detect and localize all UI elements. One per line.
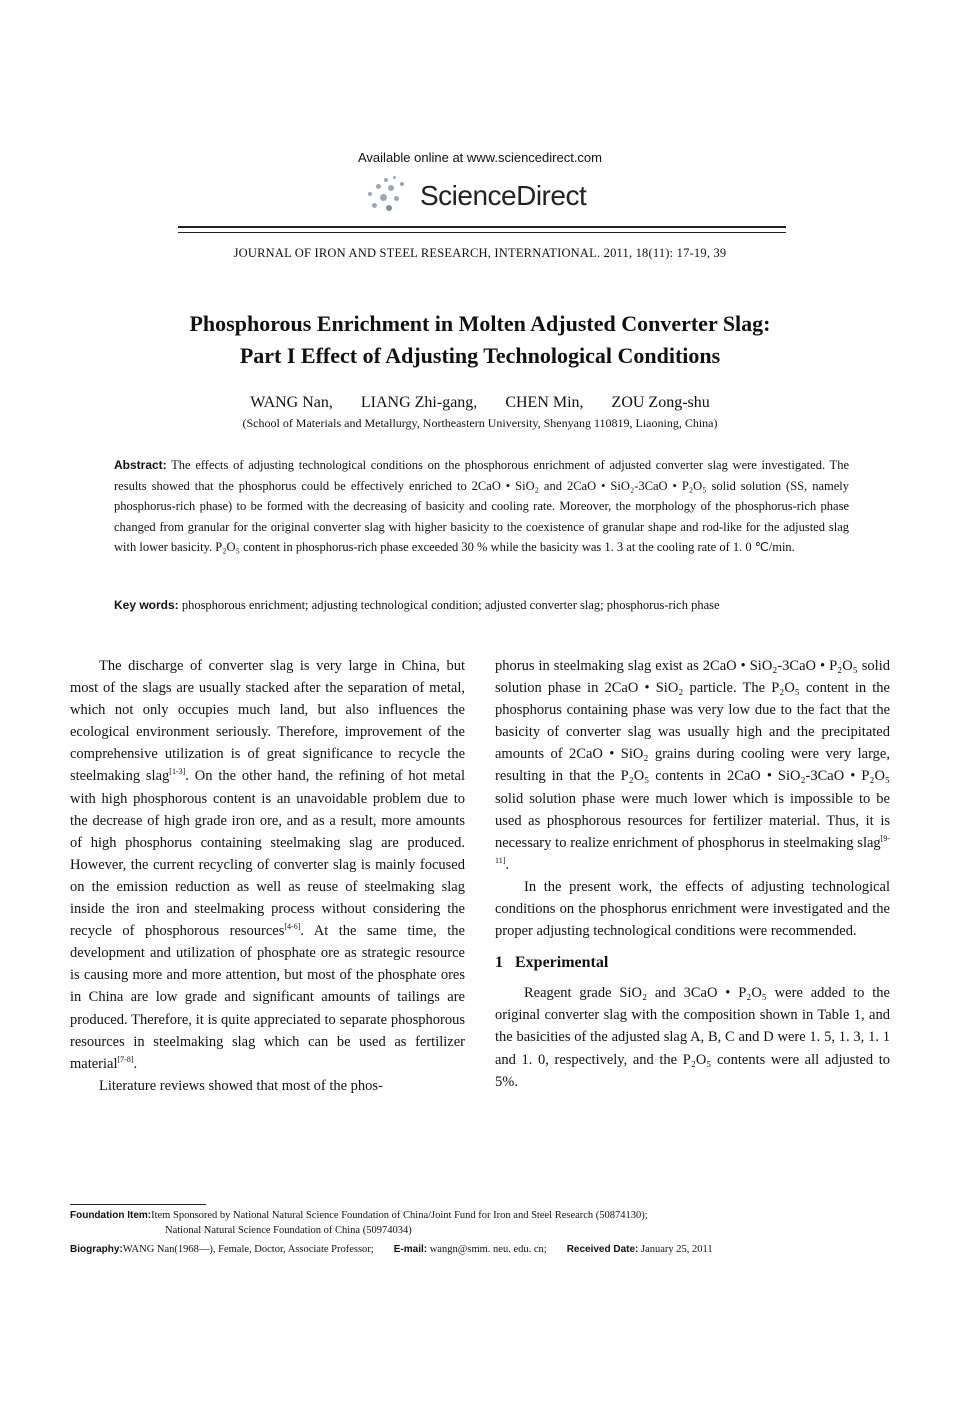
sciencedirect-dots-icon: [360, 176, 414, 216]
citation-ref: [7-8]: [117, 1054, 134, 1064]
body-column-left: [70, 655, 465, 1097]
paragraph-text: .: [133, 1055, 138, 1072]
received-text: January 25, 2011: [641, 1244, 713, 1255]
foundation-footnote: [70, 1209, 900, 1223]
paragraph-text: The discharge of converter slag is very large in China, but most of the slags are usually stacked after the separation of metal, which not only occupies much land, but also influences the ecological environment seriously. Therefore, improvement of the comprehensive utilization is of great significance to recycle the steelmaking slag: [70, 658, 465, 785]
author: WANG Nan,: [250, 394, 333, 411]
paragraph: Literature reviews showed that most of the phos-: [99, 1077, 383, 1094]
foundation-footnote-cont: National Natural Science Foundation of China (50974034): [165, 1225, 412, 1236]
sciencedirect-logo: [360, 174, 660, 218]
keywords: [114, 595, 849, 615]
section-heading: [495, 952, 890, 974]
biography-label: Biography:: [70, 1244, 123, 1255]
affiliation: (School of Materials and Metallurgy, Northeastern University, Shenyang 110819, Liaoning, China): [242, 416, 718, 430]
citation-ref: [1-3]: [169, 767, 186, 777]
email-label: E-mail:: [393, 1244, 428, 1255]
sciencedirect-brand: ScienceDirect: [420, 180, 587, 211]
author-list: [0, 394, 960, 412]
paper-title: [60, 308, 900, 372]
abstract-label: Abstract:: [114, 458, 167, 472]
paragraph-text: . On the other hand, the refining of hot metal with high phosphorous content is an unavoidable problem due to the decrease of high grade iron ore, and as a result, more amounts of high phosphorus containing steelmaking slag are produced. However, the current recycling of converter slag is mainly focused on the emission reduction as well as reuse of steelmaking slag inside the iron and steelmaking process without considering the recycle of phosphorous resources: [70, 768, 466, 940]
paragraph-text: .: [505, 856, 509, 873]
paragraph: In the present work, the effects of adjusting technological conditions on the phosphorus enrichment were investigated and the proper adjusting technological conditions were recommended.: [495, 878, 890, 940]
email-text: wangn@smm. neu. edu. cn;: [429, 1244, 547, 1255]
paragraph-text: . At the same time, the development and utilization of phosphate ore as strategic resource is causing more and more attention, but most of the phosphate ores in China are low grade and significant amounts of tailings are produced. Therefore, it is quite appreciated to separate phosphorous resources in steelmaking slag which can be used as fertilizer material: [70, 923, 465, 1072]
biography-text: WANG Nan(1968—), Female, Doctor, Associate Professor;: [122, 1244, 374, 1255]
available-online-text: Available online at www.sciencedirect.com: [358, 150, 602, 165]
journal-rule: [178, 226, 786, 233]
biography-footnote: [70, 1243, 900, 1257]
abstract-text: The effects of adjusting technological conditions on the phosphorous enrichment of adjusted converter slag were investigated. The results showed that the phosphorus could be effectively enriched to 2CaO • SiO₂ and 2CaO • SiO₂-3CaO • P₂O₅ solid solution (SS, namely phosphorus-rich phase) to be formed with the decreasing of basicity and cooling rate. Moreover, the morphology of the phosphorus-rich phase changed from granular for the original converter slag with higher basicity to the coexistence of granular shape and rod-like for the adjusted slag with lower basicity. P₂O₅ content in phosphorus-rich phase exceeded 30 % while the basicity was 1. 3 at the cooling rate of 1. 0 ℃/min.: [114, 458, 849, 554]
citation-ref: [4-6]: [284, 922, 301, 932]
author: CHEN Min,: [505, 394, 584, 411]
body-column-right: [495, 655, 890, 1093]
title-line-2: Part I Effect of Adjusting Technological Conditions: [239, 343, 721, 368]
paragraph-text: phorus in steelmaking slag exist as 2CaO • SiO₂-3CaO • P₂O₅ solid solution phase in 2CaO • SiO₂ particle. The P₂O₅ content in the phosphorus containing phase was very low due to the fact that the basicity of converter slag was usually high and the precipitated amounts of 2CaO • SiO₂ grains during cooling were very large, resulting in that the P₂O₅ contents in 2CaO • SiO₂-3CaO • P₂O₅ solid solution phase were much lower which is impossible to be used as phosphorous resources for fertilizer material. Thus, it is necessary to realize enrichment of phosphorus in steelmaking slag: [495, 658, 890, 851]
paragraph: [495, 655, 890, 876]
foundation-label: Foundation Item:: [70, 1210, 152, 1221]
received-label: Received Date:: [566, 1244, 639, 1255]
abstract: [114, 455, 849, 558]
section-number: 1: [495, 954, 503, 972]
foundation-text: Item Sponsored by National Natural Science Foundation of China/Joint Fund for Iron and Steel Research (50874130);: [151, 1210, 648, 1221]
citation-ref: [9-11]: [495, 833, 890, 866]
author: LIANG Zhi-gang,: [360, 394, 478, 411]
author: ZOU Zong-shu: [611, 394, 710, 411]
paragraph: Reagent grade SiO₂ and 3CaO • P₂O₅ were added to the original converter slag with the composition shown in Table 1, and the basicities of the adjusted slag A, B, C and D were 1. 5, 1. 3, 1. 1 and 1. 0, respectively, and the P₂O₅ contents were all adjusted to 5%.: [495, 985, 890, 1090]
paragraph: [70, 655, 465, 1075]
keywords-label: Key words:: [114, 598, 179, 612]
title-line-1: Phosphorous Enrichment in Molten Adjusted Converter Slag:: [189, 311, 771, 336]
footnote-rule: [70, 1204, 206, 1205]
keywords-text: phosphorous enrichment; adjusting technological condition; adjusted converter slag; phosphorus-rich phase: [181, 598, 720, 612]
section-title: Experimental: [515, 954, 609, 972]
journal-citation: JOURNAL OF IRON AND STEEL RESEARCH, INTERNATIONAL. 2011, 18(11): 17-19, 39: [233, 246, 727, 260]
